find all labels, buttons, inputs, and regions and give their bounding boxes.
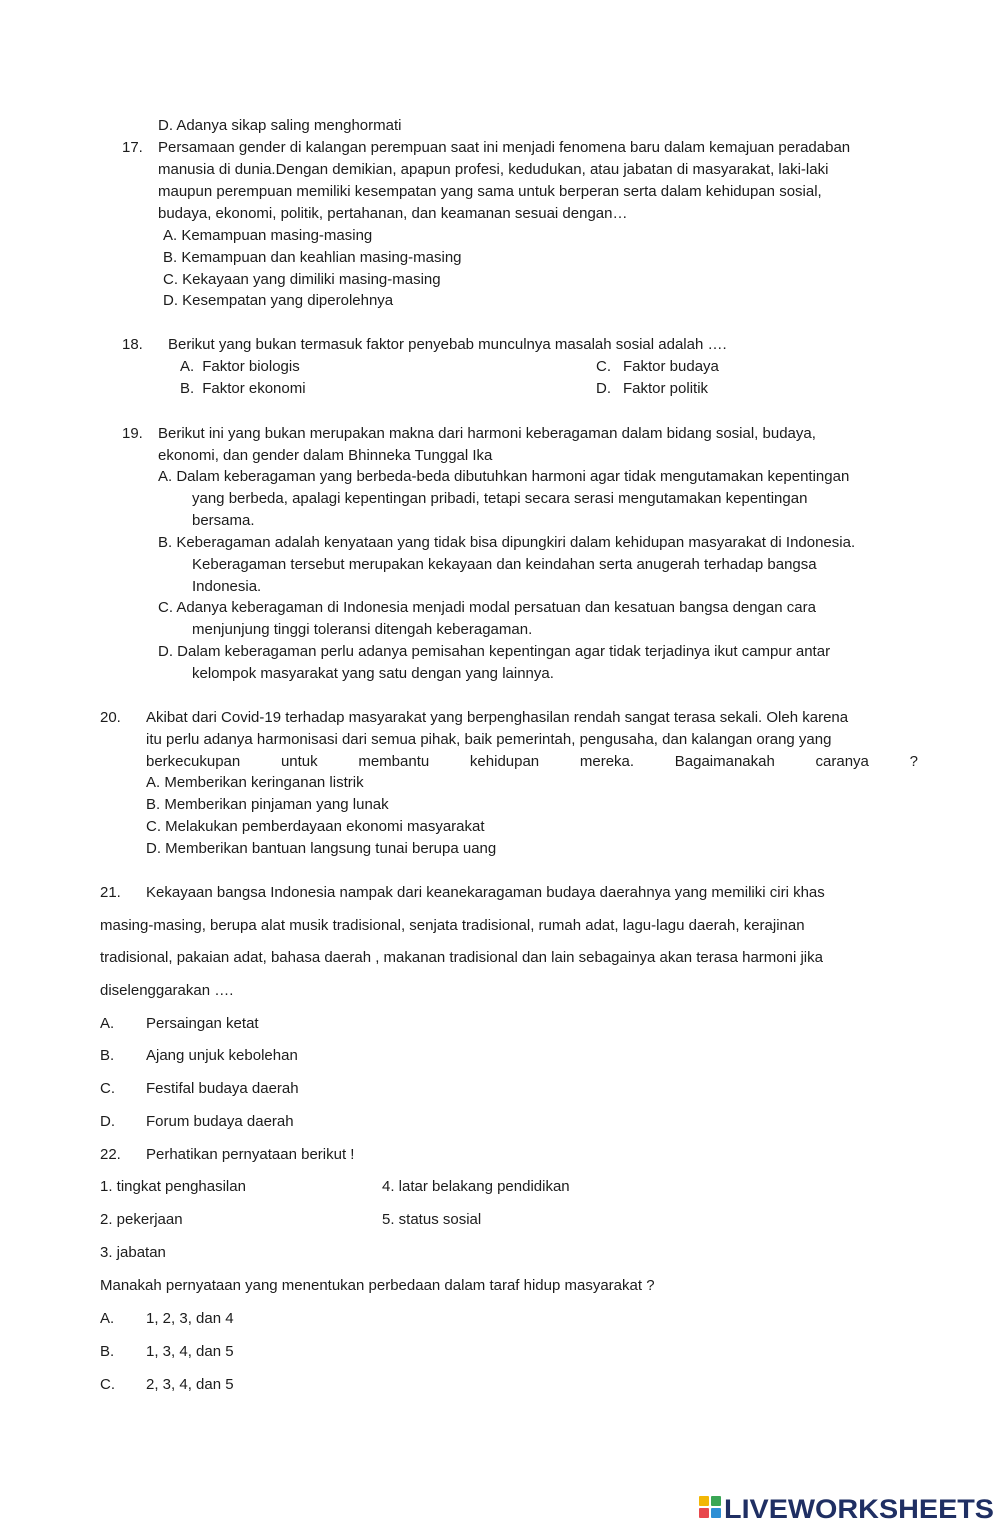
q21-number: 21. bbox=[100, 884, 121, 901]
q22-statement-3: 3. jabatan bbox=[100, 1244, 166, 1261]
q22-stem: Perhatikan pernyataan berikut ! bbox=[146, 1146, 355, 1163]
liveworksheets-logo[interactable] bbox=[698, 1493, 998, 1523]
q17-stem-line-2: manusia di dunia.Dengan demikian, apapun profesi, kedudukan, atau jabatan di masyarakat, laki-laki bbox=[158, 161, 829, 178]
q21-option-b-letter: B. bbox=[100, 1047, 115, 1064]
q19-option-b-line-3: Indonesia. bbox=[192, 578, 262, 595]
q21-option-c-letter: C. bbox=[100, 1080, 115, 1097]
q22-option-a-letter: A. bbox=[100, 1310, 115, 1327]
q18-option-c-letter: C. bbox=[596, 358, 611, 375]
q22-option-b-letter: B. bbox=[100, 1343, 115, 1360]
q21-stem-line-3: tradisional, pakaian adat, bahasa daerah , makanan tradisional dan lain sebagainya akan terasa harmoni jika bbox=[100, 949, 823, 966]
q19-option-c-line-2: menjunjung tinggi toleransi ditengah keberagaman. bbox=[192, 621, 533, 638]
q18-stem: Berikut yang bukan termasuk faktor penyebab munculnya masalah sosial adalah …. bbox=[168, 336, 727, 353]
logo-text: LIVEWORKSHEETS bbox=[724, 1494, 994, 1523]
q20-stem-line-2: itu perlu adanya harmonisasi dari semua pihak, baik pemerintah, pengusaha, dan kalangan orang yang bbox=[146, 731, 832, 748]
q21-stem-line-4: diselenggarakan …. bbox=[100, 982, 234, 999]
q18-option-d-letter: D. bbox=[596, 380, 611, 397]
logo-tile-4 bbox=[711, 1508, 721, 1518]
q22-statement-5: 5. status sosial bbox=[382, 1211, 482, 1228]
q17-option-c[interactable]: C. Kekayaan yang dimiliki masing-masing bbox=[163, 271, 441, 288]
q20-stem-line-1: Akibat dari Covid-19 terhadap masyarakat yang berpenghasilan rendah sangat terasa sekali. Oleh karena bbox=[146, 709, 849, 726]
q19-option-b-line-2: Keberagaman tersebut merupakan kekayaan dan keindahan serta anugerah terhadap bangsa bbox=[192, 556, 817, 573]
q22-option-c-letter: C. bbox=[100, 1376, 115, 1393]
q19-stem-line-2: ekonomi, dan gender dalam Bhinneka Tunggal Ika bbox=[158, 447, 493, 464]
q20-stem-line-3 bbox=[146, 752, 918, 772]
q19-option-b-line-1: B. Keberagaman adalah kenyataan yang tidak bisa dipungkiri dalam kehidupan masyarakat di Indonesia. bbox=[158, 534, 856, 551]
q20-option-c[interactable]: C. Melakukan pemberdayaan ekonomi masyarakat bbox=[146, 818, 485, 835]
q22-statement-2: 2. pekerjaan bbox=[100, 1211, 183, 1228]
q21-option-d-letter: D. bbox=[100, 1113, 115, 1130]
q21-stem-line-2: masing-masing, berupa alat musik tradisional, senjata tradisional, rumah adat, lagu-lagu daerah, kerajinan bbox=[100, 917, 805, 934]
q20-word-6: Bagaimanakah bbox=[674, 753, 775, 770]
q17-option-d[interactable]: D. Kesempatan yang diperolehnya bbox=[163, 292, 394, 309]
q21-option-a-letter: A. bbox=[100, 1015, 115, 1032]
q18-option-a-letter: A. bbox=[180, 358, 195, 375]
q20-word-2: untuk bbox=[280, 753, 318, 770]
q20-word-5: mereka. bbox=[579, 753, 635, 770]
q20-option-d[interactable]: D. Memberikan bantuan langsung tunai berupa uang bbox=[146, 840, 497, 857]
logo-tile-2 bbox=[711, 1496, 721, 1506]
q19-option-d-line-1: D. Dalam keberagaman perlu adanya pemisahan kepentingan agar tidak terjadinya ikut campur antar bbox=[158, 643, 831, 660]
q18-option-c-text: Faktor budaya bbox=[623, 358, 719, 375]
q19-option-a-line-1: A. Dalam keberagaman yang berbeda-beda dibutuhkan harmoni agar tidak mengutamakan kepentingan bbox=[158, 468, 850, 485]
q20-number: 20. bbox=[100, 709, 121, 726]
q20-word-3: membantu bbox=[358, 753, 430, 770]
q17-option-a[interactable]: A. Kemampuan masing-masing bbox=[163, 227, 373, 244]
q21-option-a-text: Persaingan ketat bbox=[146, 1015, 259, 1032]
q18-number: 18. bbox=[122, 336, 143, 353]
logo-tile-3 bbox=[699, 1508, 709, 1518]
q18-option-b-letter: B. bbox=[180, 380, 195, 397]
q21-option-b-text: Ajang unjuk kebolehan bbox=[146, 1047, 298, 1064]
q20-word-7: caranya bbox=[815, 753, 869, 770]
q20-word-1: berkecukupan bbox=[146, 753, 241, 770]
q21-stem-line-1: Kekayaan bangsa Indonesia nampak dari keanekaragaman budaya daerahnya yang memiliki ciri khas bbox=[146, 884, 825, 901]
q22-statement-1: 1. tingkat penghasilan bbox=[100, 1178, 246, 1195]
q18-option-a[interactable] bbox=[180, 357, 300, 377]
q20-option-b[interactable]: B. Memberikan pinjaman yang lunak bbox=[146, 796, 389, 813]
q18-option-d-text: Faktor politik bbox=[623, 380, 709, 397]
q17-stem-line-4: budaya, ekonomi, politik, pertahanan, dan keamanan sesuai dengan… bbox=[158, 205, 628, 222]
q18-option-a-text: Faktor biologis bbox=[202, 358, 300, 375]
q22-option-b-text: 1, 3, 4, dan 5 bbox=[146, 1343, 234, 1360]
q18-option-b-text: Faktor ekonomi bbox=[202, 380, 306, 397]
q17-stem-line-3: maupun perempuan memiliki kesempatan yang sama untuk berperan serta dalam kehidupan sosial, bbox=[158, 183, 822, 200]
q20-word-8: ? bbox=[909, 753, 918, 770]
q18-option-c[interactable] bbox=[596, 357, 719, 377]
q19-option-c-line-1: C. Adanya keberagaman di Indonesia menjadi modal persatuan dan kesatuan bangsa dengan cara bbox=[158, 599, 816, 616]
q20-option-a[interactable]: A. Memberikan keringanan listrik bbox=[146, 774, 364, 791]
q18-option-b[interactable] bbox=[180, 379, 306, 399]
q22-option-a-text: 1, 2, 3, dan 4 bbox=[146, 1310, 234, 1327]
q21-option-c-text: Festifal budaya daerah bbox=[146, 1080, 299, 1097]
q19-stem-line-1: Berikut ini yang bukan merupakan makna dari harmoni keberagaman dalam bidang sosial, budaya, bbox=[158, 425, 816, 442]
q22-option-c-text: 2, 3, 4, dan 5 bbox=[146, 1376, 234, 1393]
q22-statement-4: 4. latar belakang pendidikan bbox=[382, 1178, 570, 1195]
q18-option-d[interactable] bbox=[596, 379, 708, 399]
q17-number: 17. bbox=[122, 139, 143, 156]
q20-word-4: kehidupan bbox=[469, 753, 540, 770]
q19-option-a-line-3: bersama. bbox=[192, 512, 255, 529]
q16-option-d: D. Adanya sikap saling menghormati bbox=[158, 117, 402, 134]
q21-option-d-text: Forum budaya daerah bbox=[146, 1113, 294, 1130]
q19-number: 19. bbox=[122, 425, 143, 442]
q22-number: 22. bbox=[100, 1146, 121, 1163]
q17-stem-line-1: Persamaan gender di kalangan perempuan saat ini menjadi fenomena baru dalam kemajuan peradaban bbox=[158, 139, 851, 156]
q19-option-a-line-2: yang berbeda, apalagi kepentingan pribadi, tetapi secara serasi mengutamakan kepentingan bbox=[192, 490, 808, 507]
q22-question: Manakah pernyataan yang menentukan perbedaan dalam taraf hidup masyarakat ? bbox=[100, 1277, 655, 1294]
q17-option-b[interactable]: B. Kemampuan dan keahlian masing-masing bbox=[163, 249, 462, 266]
logo-tile-1 bbox=[699, 1496, 709, 1506]
q19-option-d-line-2: kelompok masyarakat yang satu dengan yang lainnya. bbox=[192, 665, 554, 682]
